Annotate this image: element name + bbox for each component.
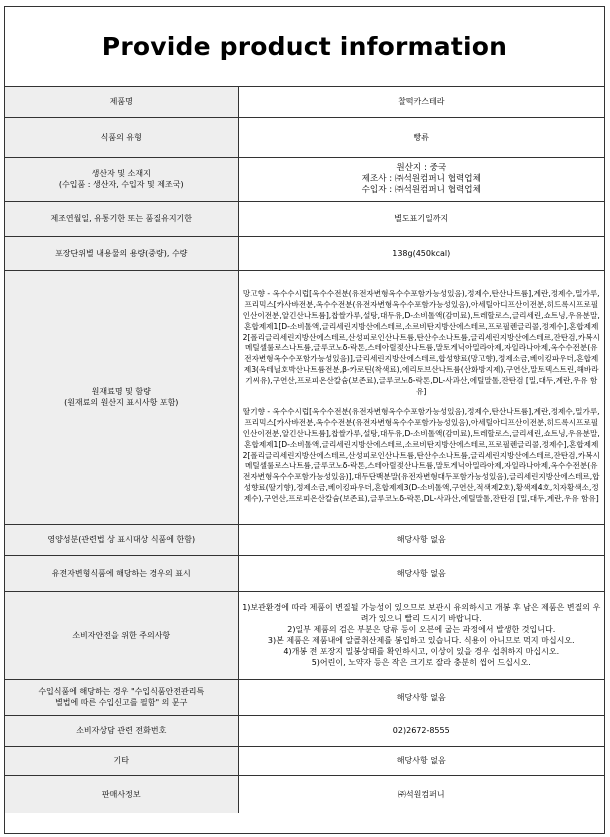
paragraph-gap (242, 398, 602, 407)
row-label (5, 679, 238, 715)
label-line: (수입품 : 생산자, 수입자 및 제조국) (58, 180, 184, 189)
row-value (238, 157, 604, 201)
row-label: 제품명 (5, 87, 238, 117)
row-value: 빵류 (238, 117, 604, 157)
caution-line: 2)일부 제품의 검은 부분은 당류 등이 오븐에 굽는 과정에서 발생한 것입니다. (287, 625, 556, 634)
label-line: 수입식품에 해당하는 경우 "수입식품안전관리특 (38, 687, 205, 696)
caution-line: 1)보관환경에 따라 제품이 변질될 가능성이 있으므로 보관시 유의하시고 개봉 후 남은 제품은 변질의 우려가 있으니 빨리 드시기 바랍니다. (242, 603, 601, 623)
ingredients-strawberry: 딸기향 - 옥수수시럽[옥수수전분(유전자변형옥수수포함가능성있음),정제수,탄산나트륨],계란,정제수,밀가루,프리믹스[카사바전분,옥수수전분(유전자변형옥수수포함가능성있음),아세틸아디프산이전분,히드록시프로필인산이전분,알긴산나트륨],찹쌀가루,설탕,대두유,D-소비톨액(감미료),트레할로스,글리세린,쇼트닝,우유분말,혼합제제1[D-소비톨액,글리세린지방산에스테르,소르비탄지방산에스테르,프로필렌글리콜,정제수],혼합제제2[폴리글리세린지방산에스테르,산성피로인산나트륨,탄산수소나트륨,글리세린지방산에스테르,잔탄검,카복시메틸셀룰로스나트륨,글루코노δ-락톤,스테아릴젖산나트륨,말토게닉아밀라아제,자일라나아제,옥수수전분(유전자변형옥수수포함가능성있음)],대두단백분말(유전자변형대두포함가능성있음),글리세린지방산에스테르,합성향료(딸기향),정제소금,베이킹파우더,혼합제제3(D-소비톨액,구연산,적색제2호),황색제4호,치자황색소,정제수),구연산,프로피온산칼슘(보존료),글루코노δ-락톤,DL-사과산,에틸말톨,잔탄검 [밀,대두,계란,우유 함유] (242, 406, 600, 504)
label-line: 생산자 및 소재지 (91, 169, 151, 178)
table-row (5, 715, 604, 746)
row-value: 해당사항 없음 (238, 679, 604, 715)
caution-line: 3)본 제품은 제품내에 알콜취산제를 봉입하고 있습니다. 식용이 아니므로 먹지 마십시오. (267, 636, 575, 645)
row-label: 소비자안전을 위한 주의사항 (5, 591, 238, 679)
label-line: 원재료명 및 함량 (91, 387, 151, 396)
value-line: 제조사 : ㈜석원컴퍼니 협력업체 (361, 173, 481, 184)
row-value: 찰떡카스테라 (238, 87, 604, 117)
table-row (5, 775, 604, 813)
row-label: 기타 (5, 746, 238, 775)
row-label: 영양성분(관련법 상 표시대상 식품에 한함) (5, 524, 238, 555)
table-row (5, 157, 604, 201)
table-row (5, 236, 604, 270)
row-value: 별도표기일까지 (238, 201, 604, 236)
row-label: 식품의 유형 (5, 117, 238, 157)
row-label: 제조연월일, 유통기한 또는 품질유지기한 (5, 201, 238, 236)
ingredients-mango: 망고향 - 옥수수시럽[옥수수전분(유전자변형옥수수포함가능성있음),정제수,탄산나트륨],계란,정제수,밀가루,프리믹스[카사바전분,옥수수전분(유전자변형옥수수포함가능성있음),아세틸아디프산이전분,히드록시프로필인산이전분,알긴산나트륨],찹쌀가루,설탕,대두유,D-소비톨액(감미료),트레할로스,글리세린,쇼트닝,우유분말,혼합제제1[D-소비톨액,글리세린지방산에스테르,소르비탄지방산에스테르,프로필렌글리콜,정제수],혼합제제2[폴리글리세린지방산에스테르,산성피로인산나트륨,탄산수소나트륨,글리세린지방산에스테르,잔탄검,카복시메틸셀룰로스나트륨,글루코노δ-락톤,스테아릴젖산나트륨,말토게닉아밀라아제,자일라나아제,옥수수전분(유전자변형옥수수포함가능성있음)],글리세린지방산에스테르,합성향료(망고향),정제소금,베이킹파우더,혼합제제3(옥테닐호박산나트륨전분,β-카로틴(착색료),에리토브산나트륨(산화방지제),구연산,말토덱스트린,해바라기씨유),구연산,프로피온산칼슘(보존료),글루코노δ-락톤,DL-사과산,에틸말톨,잔탄검 [밀,대두,계란,우유 함유] (242, 288, 600, 397)
row-label: 판매사정보 (5, 775, 238, 813)
table-row (5, 555, 604, 591)
product-info-sheet (4, 6, 605, 834)
table-row (5, 679, 604, 715)
row-value (238, 270, 604, 524)
page-title: Provide product information (5, 7, 604, 87)
row-label (5, 270, 238, 524)
caution-line: 4)개봉 전 포장지 밀봉상태를 확인하시고, 이상이 있을 경우 섭취하지 마십시오. (283, 647, 560, 656)
label-line: (원재료의 원산지 표시사항 포함) (64, 398, 179, 407)
row-label (5, 157, 238, 201)
product-info-table (5, 87, 604, 813)
row-value: ㈜석원컴퍼니 (238, 775, 604, 813)
row-value: 138g(450kcal) (238, 236, 604, 270)
label-line: 별법에 따른 수입신고를 필함" 의 문구 (55, 698, 188, 707)
table-row (5, 524, 604, 555)
table-row (5, 591, 604, 679)
row-value: 해당사항 없음 (238, 524, 604, 555)
row-value: 해당사항 없음 (238, 555, 604, 591)
row-value: 02)2672-8555 (238, 715, 604, 746)
value-line: 수입자 : ㈜석원컴퍼니 협력업체 (361, 184, 481, 195)
value-line: 원산지 : 중국 (396, 162, 447, 173)
row-value: 해당사항 없음 (238, 746, 604, 775)
row-value (238, 591, 604, 679)
row-label: 포장단위별 내용물의 용량(중량), 수량 (5, 236, 238, 270)
table-row (5, 201, 604, 236)
table-row (5, 87, 604, 117)
row-label: 유전자변형식품에 해당하는 경우의 표시 (5, 555, 238, 591)
table-row (5, 746, 604, 775)
table-row (5, 270, 604, 524)
caution-line: 5)어린이, 노약자 등은 작은 크기로 잘라 충분히 씹어 드십시오. (311, 658, 531, 667)
table-row (5, 117, 604, 157)
row-label: 소비자상담 관련 전화번호 (5, 715, 238, 746)
